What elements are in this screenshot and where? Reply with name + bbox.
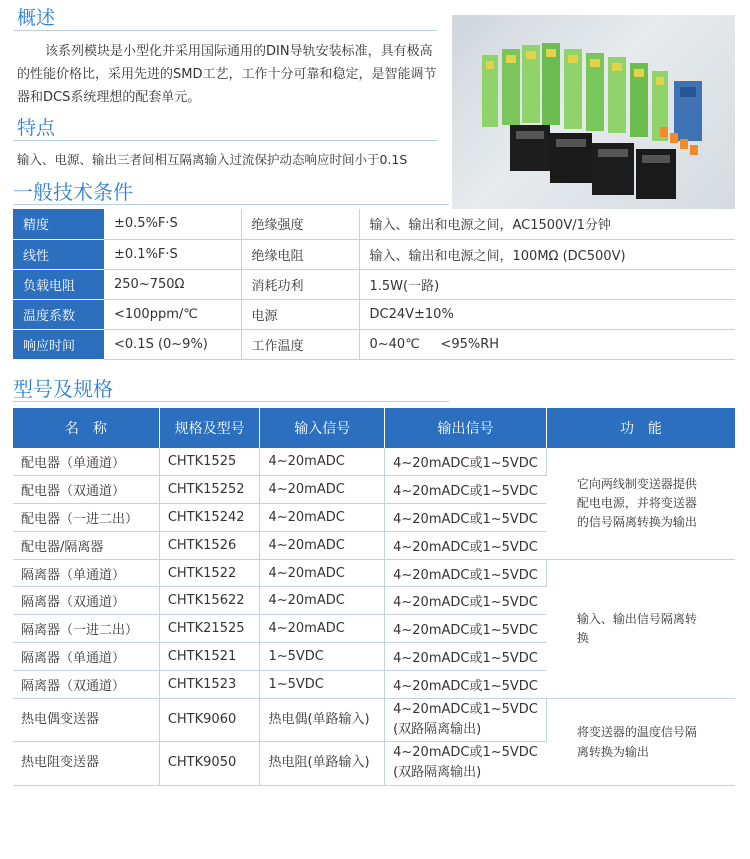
models-rule: [13, 401, 449, 402]
cell-output: [385, 698, 547, 742]
cell-output: 4~20mADC或1~5VDC: [385, 670, 547, 698]
features-text: 输入、电源、输出三者间相互隔离输入过流保护动态响应时间小于0.1S: [17, 152, 408, 167]
cell-name: 热电阻变送器: [13, 742, 159, 786]
cell-input: 4~20mADC: [260, 476, 385, 504]
spec-row: [13, 329, 735, 359]
spec-value-2: 输入、输出和电源之间，AC1500V/1分钟: [359, 209, 735, 239]
model-spec-table: [13, 408, 735, 786]
spec-value-2: 1.5W(一路): [359, 269, 735, 299]
general-heading: 一般技术条件: [13, 180, 133, 204]
cell-name: 隔离器（一进二出）: [13, 615, 159, 643]
product-photo: [452, 15, 735, 209]
cell-name: 隔离器（双通道）: [13, 587, 159, 615]
din-rail-modules-image: [452, 15, 735, 209]
features-heading: 特点: [17, 117, 56, 139]
spec-label-2: 消耗功利: [241, 269, 359, 299]
spec-label: 线性: [13, 239, 104, 269]
spec-label: 温度系数: [13, 299, 104, 329]
cell-name: 配电器（单通道）: [13, 448, 159, 476]
spec-row: [13, 239, 735, 269]
spec-label-2: 工作温度: [241, 329, 359, 359]
cell-input: 4~20mADC: [260, 559, 385, 587]
cell-model: CHTK21525: [159, 615, 260, 643]
cell-input: 热电偶(单路输入): [260, 698, 385, 742]
cell-model: CHTK15252: [159, 476, 260, 504]
overview-text: 该系列模块是小型化并采用国际通用的DIN导轨安装标准，具有极高的性能价格比，采用先进的SMD工艺，工作十分可靠和稳定，是智能调节器和DCS系统理想的配套单元。: [17, 44, 437, 105]
cell-function: 输入、输出信号隔离转换: [546, 559, 735, 698]
cell-output: 4~20mADC或1~5VDC: [385, 587, 547, 615]
features-rule: [13, 140, 437, 141]
table-row: [13, 698, 735, 742]
spec-label-2: 绝缘强度: [241, 209, 359, 239]
output-line-1: 4~20mADC或1~5VDC: [393, 701, 538, 717]
cell-name: 隔离器（双通道）: [13, 670, 159, 698]
spec-value: <0.1S (0~9%): [104, 329, 241, 359]
output-line-2: (双路隔离输出): [393, 721, 482, 737]
spec-value: 250~750Ω: [104, 269, 241, 299]
cell-name: 隔离器（单通道）: [13, 559, 159, 587]
spec-value: ±0.1%F·S: [104, 239, 241, 269]
spec-row: [13, 209, 735, 239]
overview-rule: [13, 30, 437, 31]
spec-value-2: 0~40℃ <95%RH: [359, 329, 735, 359]
cell-input: 4~20mADC: [260, 504, 385, 532]
spec-value-2: 输入、输出和电源之间，100MΩ (DC500V): [359, 239, 735, 269]
cell-model: CHTK1523: [159, 670, 260, 698]
cell-output: 4~20mADC或1~5VDC: [385, 476, 547, 504]
models-heading: 型号及规格: [13, 377, 113, 401]
cell-input: 4~20mADC: [260, 448, 385, 476]
spec-label: 响应时间: [13, 329, 104, 359]
cell-model: CHTK15622: [159, 587, 260, 615]
col-header-function: 功 能: [546, 408, 735, 448]
cell-output: 4~20mADC或1~5VDC: [385, 643, 547, 671]
cell-name: 热电偶变送器: [13, 698, 159, 742]
cell-model: CHTK15242: [159, 504, 260, 532]
cell-input: 4~20mADC: [260, 531, 385, 559]
table-header-row: [13, 408, 735, 448]
cell-input: 1~5VDC: [260, 643, 385, 671]
cell-name: 隔离器（单通道）: [13, 643, 159, 671]
cell-model: CHTK1525: [159, 448, 260, 476]
cell-model: CHTK1522: [159, 559, 260, 587]
spec-value-2: DC24V±10%: [359, 299, 735, 329]
cell-output: 4~20mADC或1~5VDC: [385, 531, 547, 559]
col-header-name: 名 称: [13, 408, 159, 448]
cell-output: 4~20mADC或1~5VDC: [385, 448, 547, 476]
cell-output: [385, 742, 547, 786]
spec-row: [13, 299, 735, 329]
col-header-output: 输出信号: [385, 408, 547, 448]
spec-value: ±0.5%F·S: [104, 209, 241, 239]
cell-name: 配电器/隔离器: [13, 531, 159, 559]
col-header-input: 输入信号: [260, 408, 385, 448]
cell-model: CHTK9050: [159, 742, 260, 786]
table-row: [13, 559, 735, 587]
output-line-2: (双路隔离输出): [393, 765, 482, 781]
cell-name: 配电器（一进二出）: [13, 504, 159, 532]
general-spec-table: [13, 209, 735, 360]
cell-model: CHTK1526: [159, 531, 260, 559]
spec-label: 负载电阻: [13, 269, 104, 299]
cell-input: 4~20mADC: [260, 615, 385, 643]
table-row: [13, 448, 735, 476]
spec-row: [13, 269, 735, 299]
spec-label-2: 电源: [241, 299, 359, 329]
spec-label: 精度: [13, 209, 104, 239]
cell-output: 4~20mADC或1~5VDC: [385, 615, 547, 643]
overview-heading: 概述: [17, 7, 56, 29]
cell-function: 它向两线制变送器提供配电电源，并将变送器的信号隔离转换为输出: [546, 448, 735, 559]
cell-input: 4~20mADC: [260, 587, 385, 615]
output-line-1: 4~20mADC或1~5VDC: [393, 745, 538, 761]
cell-input: 热电阻(单路输入): [260, 742, 385, 786]
cell-output: 4~20mADC或1~5VDC: [385, 559, 547, 587]
cell-model: CHTK1521: [159, 643, 260, 671]
cell-name: 配电器（双通道）: [13, 476, 159, 504]
cell-model: CHTK9060: [159, 698, 260, 742]
cell-function: 将变送器的温度信号隔离转换为输出: [546, 698, 735, 785]
col-header-model: 规格及型号: [159, 408, 260, 448]
spec-value: <100ppm/℃: [104, 299, 241, 329]
spec-label-2: 绝缘电阻: [241, 239, 359, 269]
cell-output: 4~20mADC或1~5VDC: [385, 504, 547, 532]
cell-input: 1~5VDC: [260, 670, 385, 698]
general-rule: [13, 204, 449, 205]
